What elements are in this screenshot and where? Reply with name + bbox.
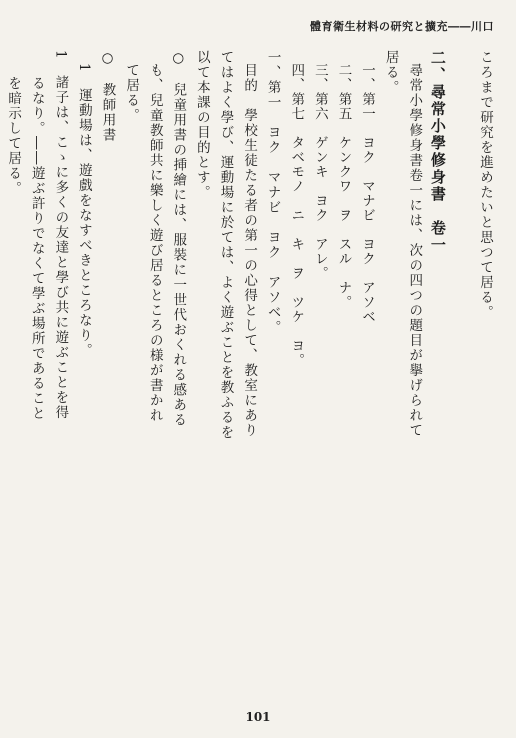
text-column: 三、第六 ゲンキ ヨク アレ。 <box>311 63 328 281</box>
vertical-body-text <box>5 50 496 700</box>
text-column: 二、尋常小學修身書 卷一 <box>428 50 447 254</box>
text-column: 二、第五 ケンクワ ヲ スル ナ。 <box>335 63 352 310</box>
page-number: 101 <box>245 710 271 724</box>
text-column: ○ 兒童用書の挿繪には、服裝に一世代おくれる感ある <box>170 50 187 428</box>
text-column: 目的 學校生徒たる者の第一の心得として、教室にあり <box>241 63 258 438</box>
text-column: るなり。――遊ぶ許りでなくて學ぶ場所であること <box>28 76 45 421</box>
text-column: て居る。 <box>123 63 140 123</box>
text-column: ○ 教師用書 <box>99 50 116 143</box>
text-column: 1 運動場は、遊戲をなすべきところなり。 <box>75 63 92 359</box>
text-column: も、兒童教師共に樂しく遊び居るところの様が書かれ <box>146 63 163 423</box>
text-column <box>449 50 473 700</box>
text-column: 尋常小學修身書卷一には、次の四つの題目が擧げられて <box>406 63 423 438</box>
running-head: 體育衛生材料の研究と擴充――川口 <box>310 20 494 33</box>
text-column: を暗示して居る。 <box>5 76 22 196</box>
text-column: 1 諸子は、こゝに多くの友達と學び共に遊ぶことを得 <box>52 50 69 421</box>
text-column: 一、第一 ヨク マナビ ヨク アソベ <box>359 63 376 324</box>
text-column: ころまで研究を進めたいと思つて居る。 <box>477 50 493 320</box>
text-column: 四、第七 タベモノ ニ キ ヲ ツケ ヨ。 <box>288 63 305 368</box>
text-column: 一、第一 ヨク マナビ ヨク アソベ。 <box>264 50 281 335</box>
text-column <box>0 50 1 700</box>
text-column: 以て本課の目的とす。 <box>193 50 210 200</box>
text-column: てはよく學び、運動場に於ては、よく遊ぶことを教ふるを <box>217 50 234 440</box>
text-column: 居る。 <box>382 50 399 95</box>
